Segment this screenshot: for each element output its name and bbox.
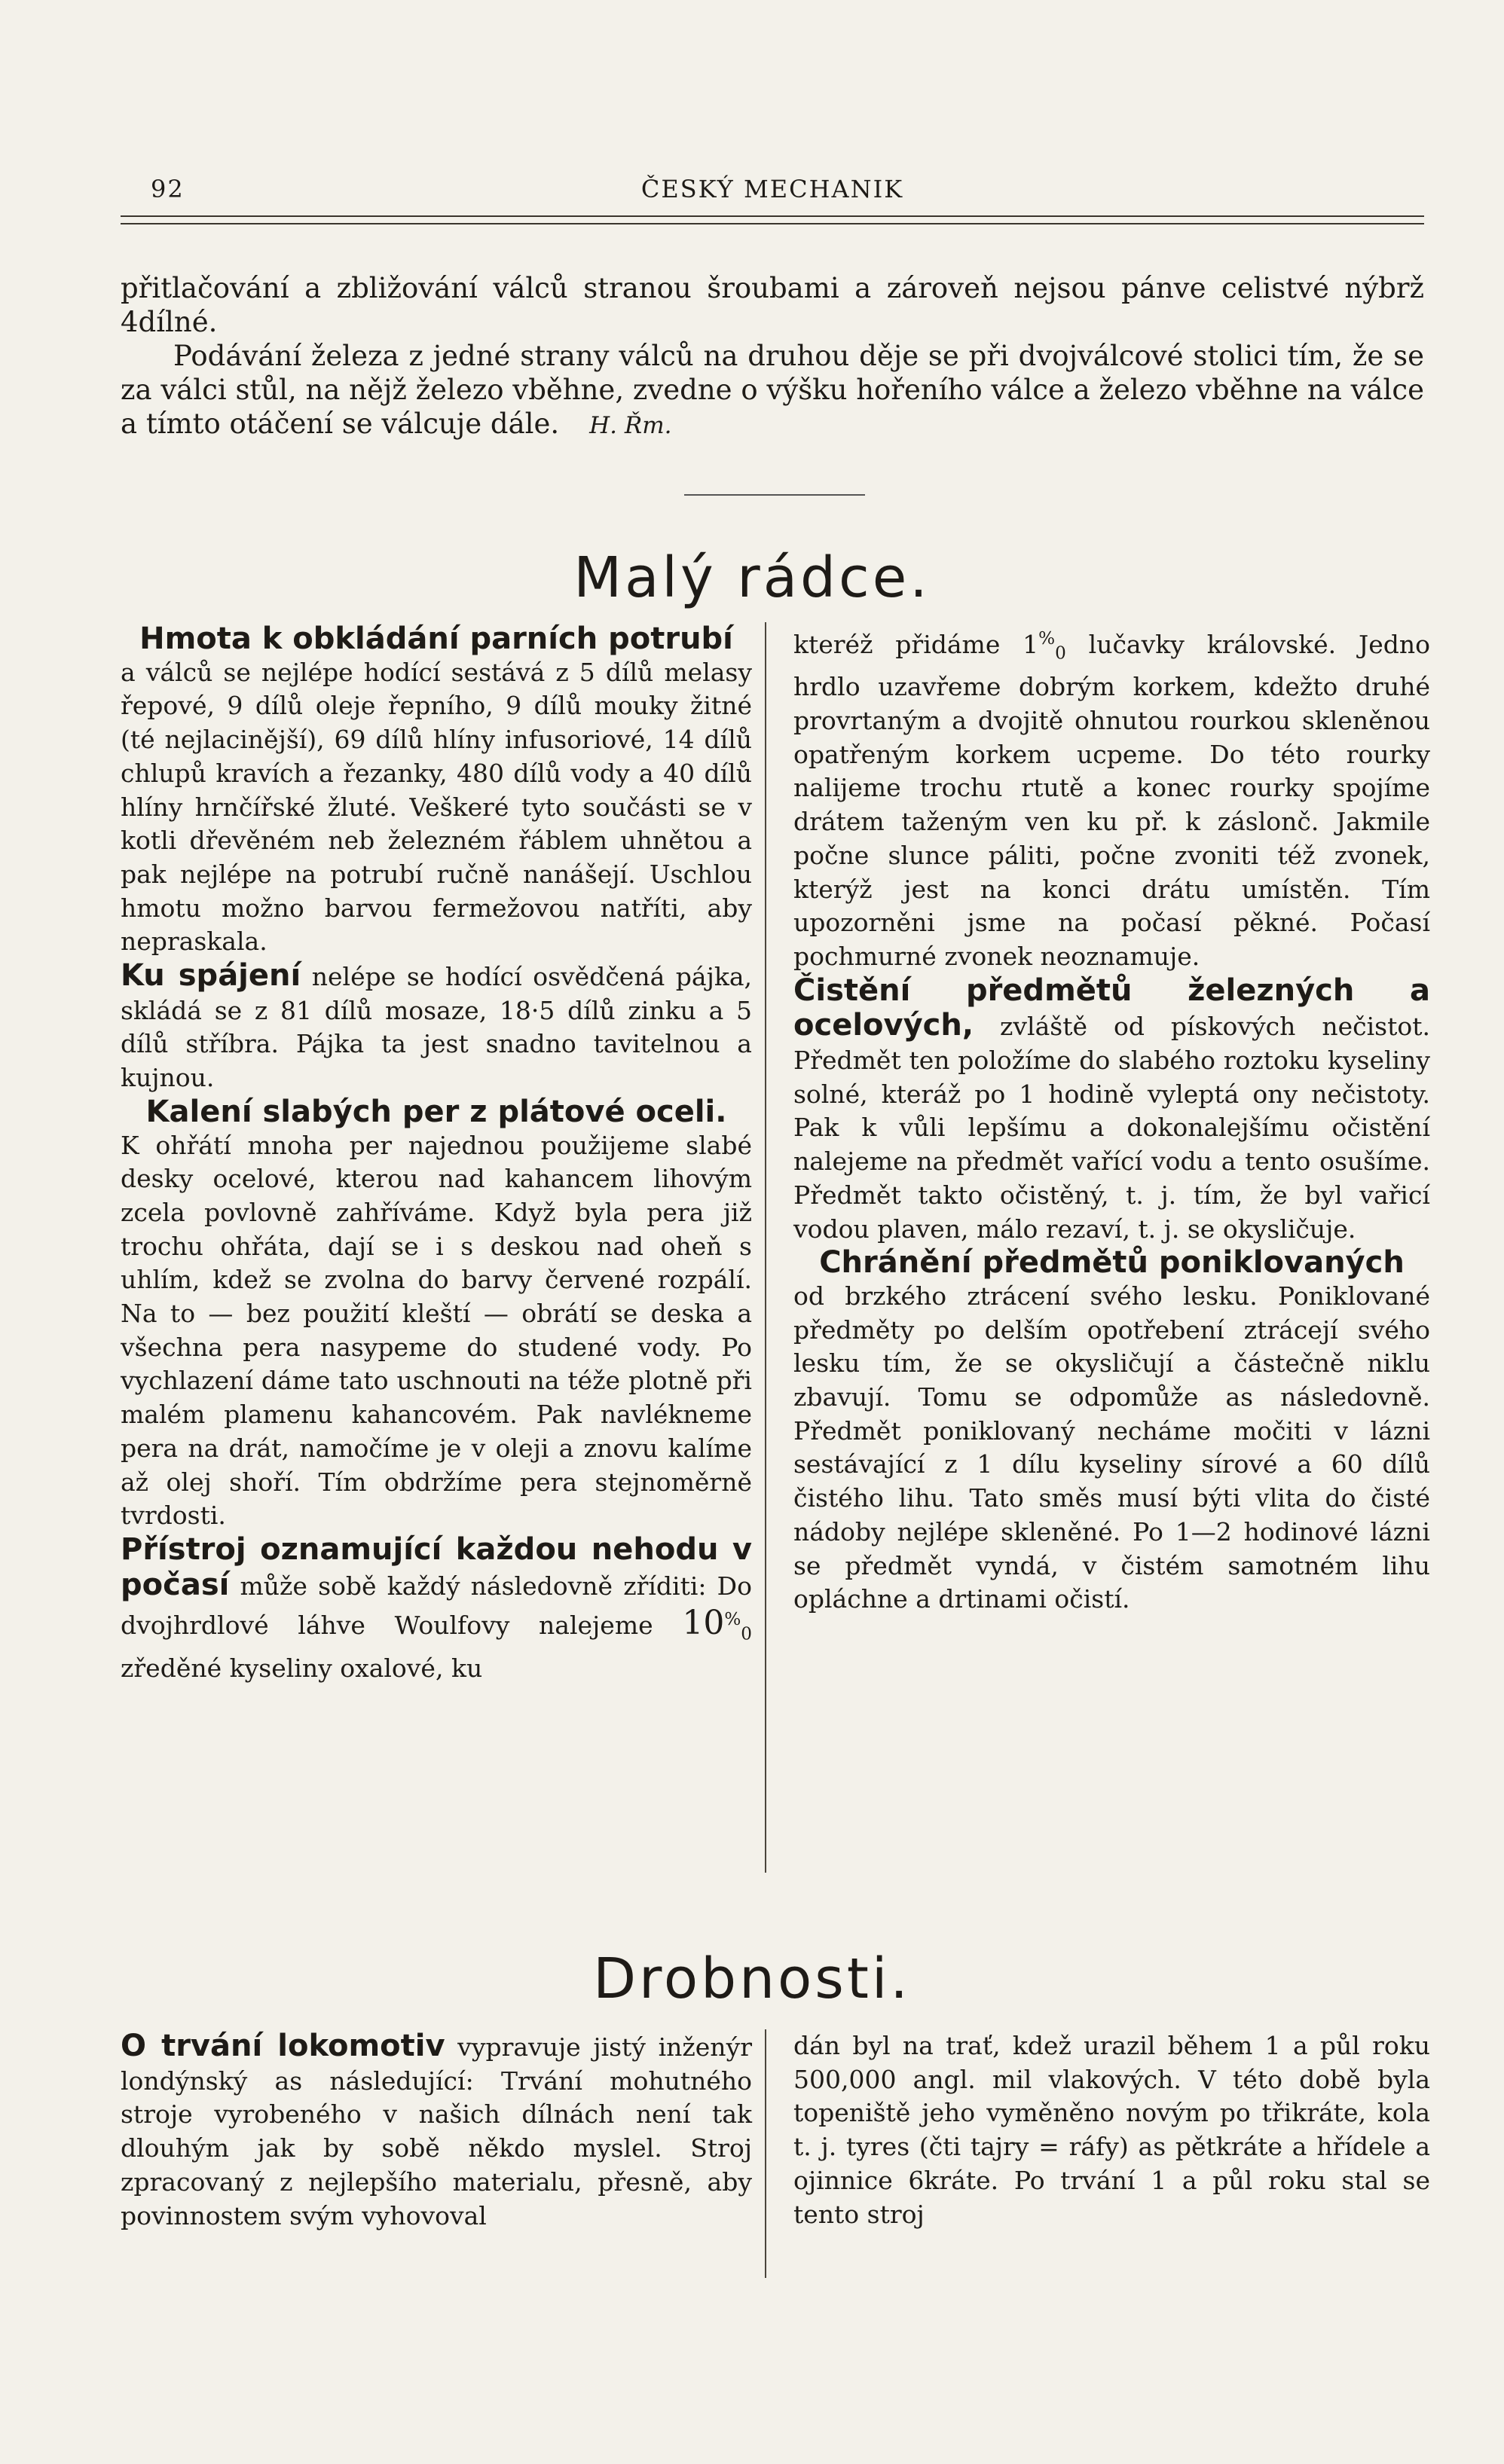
header-rule-top bbox=[121, 215, 1424, 217]
text-obkladani: a válců se nejlépe hodící sestává z 5 dílů melasy řepové, 9 dílů oleje řepního, 9 dílů mouky žitné (té nejlacinější), 69 dílů hlíny infusoriové, 14 dílů chlupů kravích a řezanky, 480 dílů vody a 40 dílů hlíny hrnčířské žluté. Veškeré tyto součásti se v kotli dřevěném neb železném řáblem uhnětou a pak nejlépe na potrubí ručně nanášejí. Uschlou hmotu možno barvou fermežovou natříti, aby nepraskala. bbox=[121, 657, 752, 957]
author-signature: H. Řm. bbox=[589, 412, 672, 439]
header-rule-bottom bbox=[121, 223, 1424, 224]
article-lokomotivy bbox=[121, 2029, 752, 2233]
article-pristroj-cont bbox=[793, 622, 1430, 974]
bottom-right-column bbox=[793, 2029, 1430, 2231]
text-kaleni: K ohřátí mnoha per najednou použijeme slabé desky ocelové, kterou nad kahancem lihovým zcela povlovně zahříváme. Když byla pera již trochu ohřáta, dají se i s deskou nad oheň s uhlím, kdež se zvolna do barvy červené rozpálí. Na to — bez použití kleští — obrátí se deska a všechna pera nasypeme do studené vody. Po vychlazení dáme tato uschnouti na téže plotně při malém plamenu kahancovém. Pak navlékneme pera na drát, namočíme je v oleji a znovu kalíme až olej shoří. Tím obdržíme pera stejnoměrně tvrdosti. bbox=[121, 1130, 752, 1531]
text-spajeni: nelépe se hodící osvědčená pájka, skládá se z 81 dílů mosaze, 18·5 dílů zinku a 5 dílů stříbra. Pájka ta jest snadno tavitelnou a kujnou. bbox=[121, 962, 752, 1093]
percent-subscript: 0 bbox=[741, 1624, 752, 1644]
heading-lokomotivy: O trvání lokomotiv bbox=[121, 2029, 445, 2063]
heading-pristroj: Přístroj oznamující každou nehodu v počasí bbox=[121, 1531, 752, 1602]
intro-paragraph-2 bbox=[121, 339, 1424, 443]
article-spajeni bbox=[121, 959, 752, 1095]
right-column bbox=[793, 622, 1430, 1617]
percent-sign: % bbox=[724, 1610, 741, 1630]
percent-subscript-2: 0 bbox=[1055, 643, 1066, 664]
text-pristroj-cont-b: lučavky královské. Jedno hrdlo uzavřeme dobrým korkem, kdežto druhé provrtaným a dvojitě ohnutou rourkou skleněnou opatřeným korkem ucpeme. Do této rourky nalijeme trochu rtutě a konec rourky spojíme drátem taženým ven ku př. k záslonč. Jakmile počne slunce páliti, počne zvoniti též zvonek, kterýž jest na konci drátu umístěn. Tím upozorněni jsme na počasí pěkné. Počasí pochmurné zvonek neoznamuje. bbox=[793, 630, 1430, 971]
heading-cisteni: Čistění předmětů železných a ocelových, bbox=[793, 972, 1430, 1043]
text-pristroj-end: zředěné kyseliny oxalové, ku bbox=[121, 1653, 483, 1683]
intro-paragraph-2-text: Podávání železa z jedné strany válců na druhou děje se při dvojválcové stolici tím, že se za válci stůl, na nějž železo vběhne, zvedne o výšku hořeního válce a železo vběhne na válce a tímto otáčení se válcuje dále. bbox=[121, 340, 1424, 440]
text-pristroj: může sobě každý následovně zříditi: Do dvojhrdlové láhve Woulfovy nalejeme bbox=[121, 1571, 752, 1641]
continued-article bbox=[121, 271, 1424, 443]
section-divider bbox=[684, 494, 865, 496]
text-lokomotivy: vypravuje jistý inženýr londýnský as následující: Trvání mohutného stroje vyrobeného v našich dílnách není tak dlouhým jak by sobě někdo myslel. Stroj zpracovaný z nejlepšího materialu, přesně, aby povinnostem svým vyhovoval bbox=[121, 2032, 752, 2230]
bottom-column-divider bbox=[765, 2029, 766, 2278]
page-header bbox=[121, 175, 1424, 208]
text-lokomotivy-cont: dán byl na trať, kdež urazil během 1 a půl roku 500,000 angl. mil vlakových. V této době byla topeniště jeho vyměněno novým po třikráte, kola t. j. tyres (čti tajry = ráfy) as pětkráte a hřídele a ojinnice 6kráte. Po trvání 1 a půl roku stal se tento stroj bbox=[793, 2031, 1430, 2229]
section-title-drobnosti: Drobnosti. bbox=[593, 1946, 911, 2011]
heading-kaleni: Kalení slabých per z plátové oceli. bbox=[145, 1094, 727, 1129]
intro-paragraph-1: přitlačování a zbližování válců stranou šroubami a zároveň nejsou pánve celistvé nýbrž 4dílné. bbox=[121, 272, 1424, 338]
left-column bbox=[121, 622, 752, 1685]
section-title-maly-radce: Malý rádce. bbox=[573, 545, 931, 610]
text-chraneni: od brzkého ztrácení svého lesku. Poniklované předměty po delším opotřebení ztrácejí svého lesku tím, že se okysličují a částečně niklu zbavují. Tomu se odpomůže as následovně. Předmět poniklovaný necháme močiti v lázni sestávající z 1 dílu kyseliny sírové a 60 dílů čistého lihu. Tato směs musí býti vlita do čisté nádoby nejlépe skleněné. Po 1—2 hodinové lázni se předmět vyndá, v čistém samotném lihu opláchne a drtinami očistí. bbox=[793, 1281, 1430, 1614]
heading-obkladani: Hmota k obkládání parních potrubí bbox=[139, 621, 733, 656]
text-pristroj-number: 10 bbox=[682, 1604, 725, 1643]
text-cisteni: zvláště od pískových nečistot. Předmět ten položíme do slabého roztoku kyseliny solné, kteráž po 1 hodině vyleptá ony nečistoty. Pak k vůli lepšímu a dokonalejšímu očistění nalejeme na předmět vařící vodu a tento osušíme. Předmět takto očistěný, t. j. tím, že byl vařicí vodou plaven, málo rezaví, t. j. se okysličuje. bbox=[793, 1012, 1430, 1244]
column-divider bbox=[765, 622, 766, 1873]
heading-spajeni: Ku spájení bbox=[121, 958, 301, 994]
article-kaleni bbox=[121, 1095, 752, 1533]
bottom-left-column bbox=[121, 2029, 752, 2233]
article-cisteni bbox=[793, 974, 1430, 1247]
article-pristroj bbox=[121, 1533, 752, 1685]
page-number: 92 bbox=[151, 175, 185, 203]
percent-sign-2: % bbox=[1038, 629, 1056, 649]
article-obkladani bbox=[121, 622, 752, 959]
running-title: ČESKÝ MECHANIK bbox=[640, 175, 904, 203]
text-pristroj-cont-a: kteréž přidáme 1 bbox=[793, 630, 1039, 659]
heading-chraneni: Chránění předmětů poniklovaných bbox=[819, 1245, 1405, 1281]
article-chraneni bbox=[793, 1246, 1430, 1617]
